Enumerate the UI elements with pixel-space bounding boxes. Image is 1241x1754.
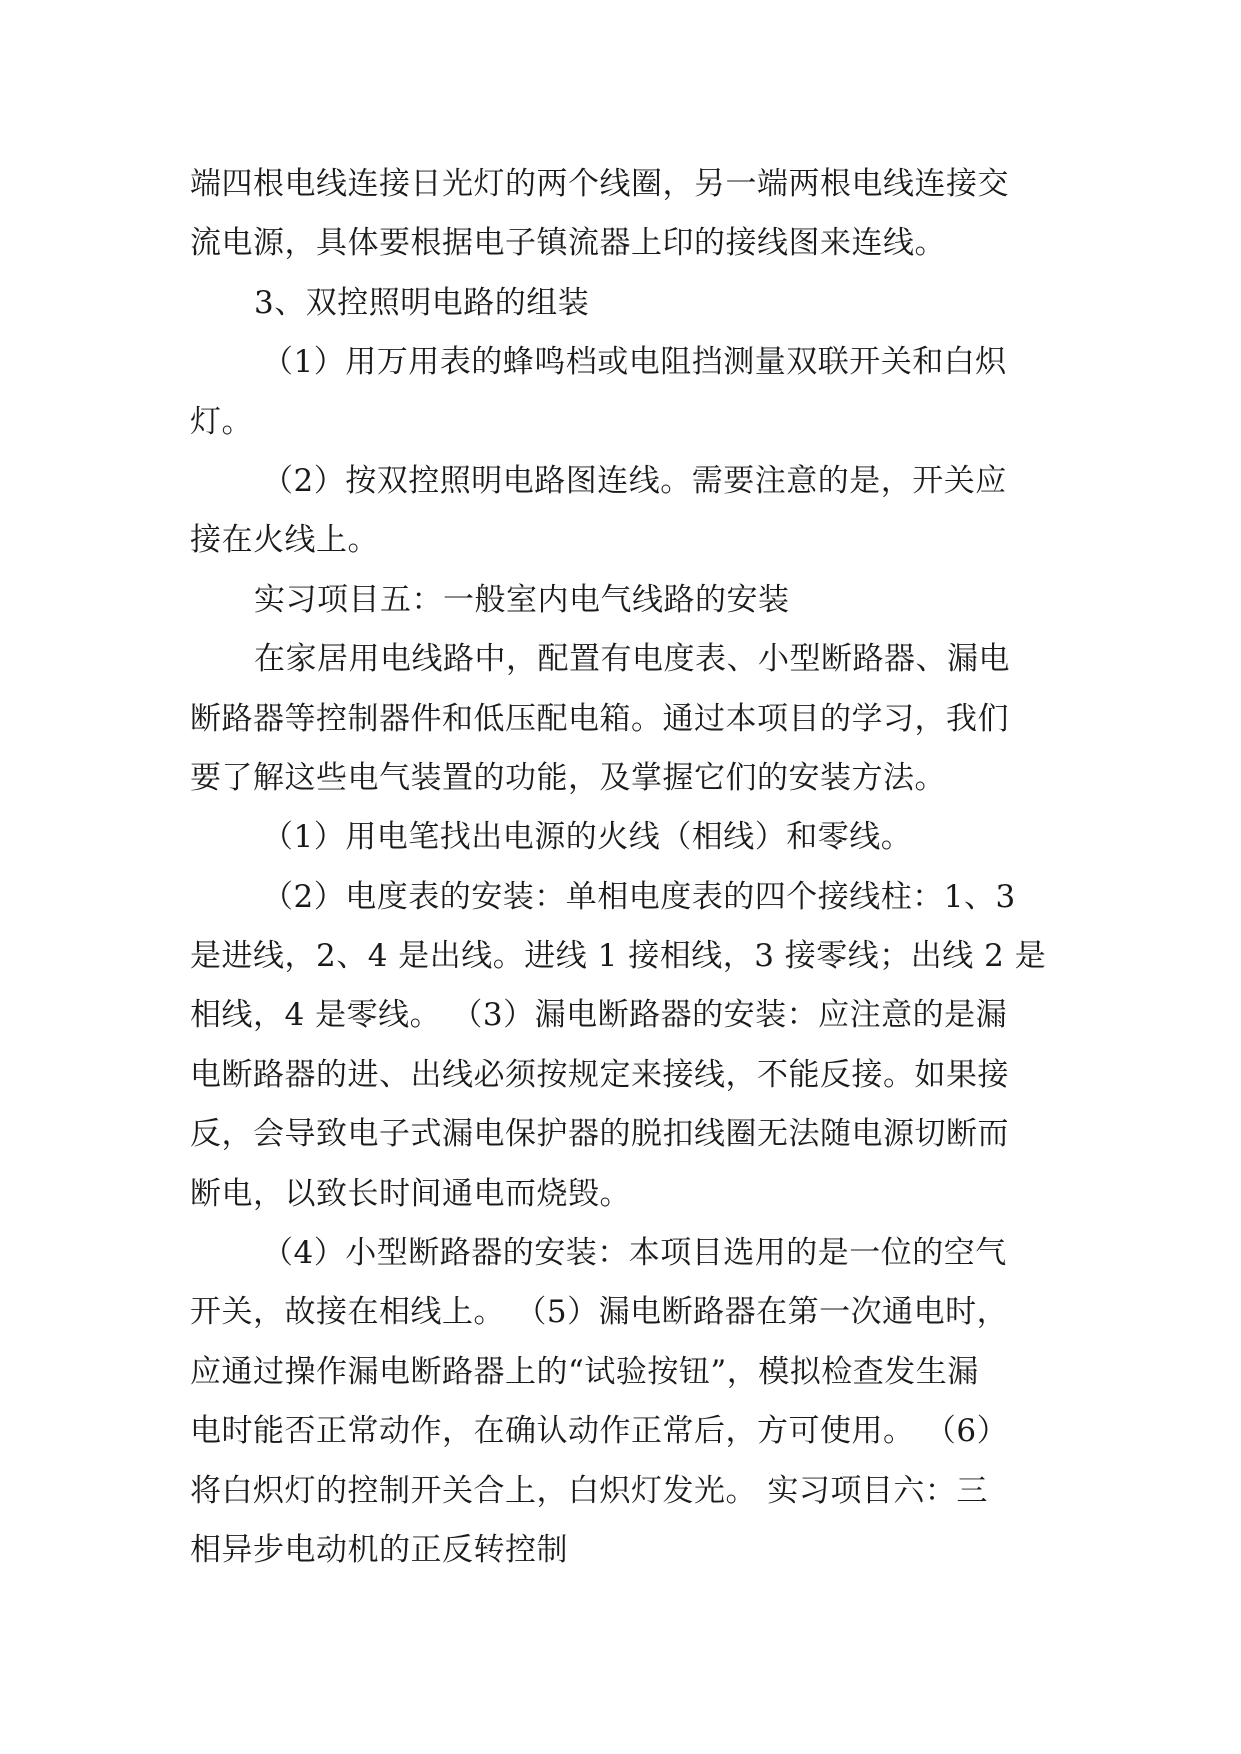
paragraph-line: 电断路器的进、出线必须按规定来接线，不能反接。如果接 <box>190 1056 1009 1093</box>
paragraph-line: 开关，故接在相线上。 （5）漏电断路器在第一次通电时， <box>190 1294 1009 1331</box>
section-heading: 实习项目五：一般室内电气线路的安装 <box>254 581 790 618</box>
paragraph-line: 相异步电动机的正反转控制 <box>190 1531 568 1568</box>
paragraph-line: （2）按双控照明电路图连线。需要注意的是，开关应 <box>262 462 1007 499</box>
paragraph-line: 断路器等控制器件和低压配电箱。通过本项目的学习，我们 <box>190 700 1009 737</box>
paragraph-line: （4）小型断路器的安装：本项目选用的是一位的空气 <box>262 1235 1007 1272</box>
paragraph-line: 断电，以致长时间通电而烧毁。 <box>190 1175 631 1212</box>
paragraph-line: 灯。 <box>190 403 253 440</box>
paragraph-line: 电时能否正常动作，在确认动作正常后，方可使用。 （6） <box>190 1413 1009 1450</box>
paragraph-line: 在家居用电线路中，配置有电度表、小型断路器、漏电 <box>254 641 1010 678</box>
paragraph-line: 要了解这些电气装置的功能，及掌握它们的安装方法。 <box>190 759 946 796</box>
document-body <box>190 155 1050 1580</box>
paragraph-line: 相线，4 是零线。 （3）漏电断路器的安装：应注意的是漏 <box>190 997 1008 1034</box>
paragraph-line: 端四根电线连接日光灯的两个线圈，另一端两根电线连接交 <box>190 166 1009 202</box>
paragraph-line: （1）用万用表的蜂鸣档或电阻挡测量双联开关和白炽 <box>262 344 1007 381</box>
paragraph-line: 是进线，2、4 是出线。进线 1 接相线，3 接零线；出线 2 是 <box>190 938 1047 975</box>
paragraph-line: 流电源，具体要根据电子镇流器上印的接线图来连线。 <box>190 225 946 262</box>
section-heading: 3、双控照明电路的组装 <box>254 284 590 321</box>
paragraph-line: （1）用电笔找出电源的火线（相线）和零线。 <box>262 819 913 856</box>
paragraph-line: 应通过操作漏电断路器上的“试验按钮”，模拟检查发生漏 <box>190 1353 979 1390</box>
paragraph-line: 反，会导致电子式漏电保护器的脱扣线圈无法随电源切断而 <box>190 1116 1009 1153</box>
paragraph-line: 将白炽灯的控制开关合上，白炽灯发光。 实习项目六：三 <box>190 1472 988 1509</box>
paragraph-line: （2）电度表的安装：单相电度表的四个接线柱：1、3 <box>262 878 1016 915</box>
paragraph-line: 接在火线上。 <box>190 522 379 559</box>
